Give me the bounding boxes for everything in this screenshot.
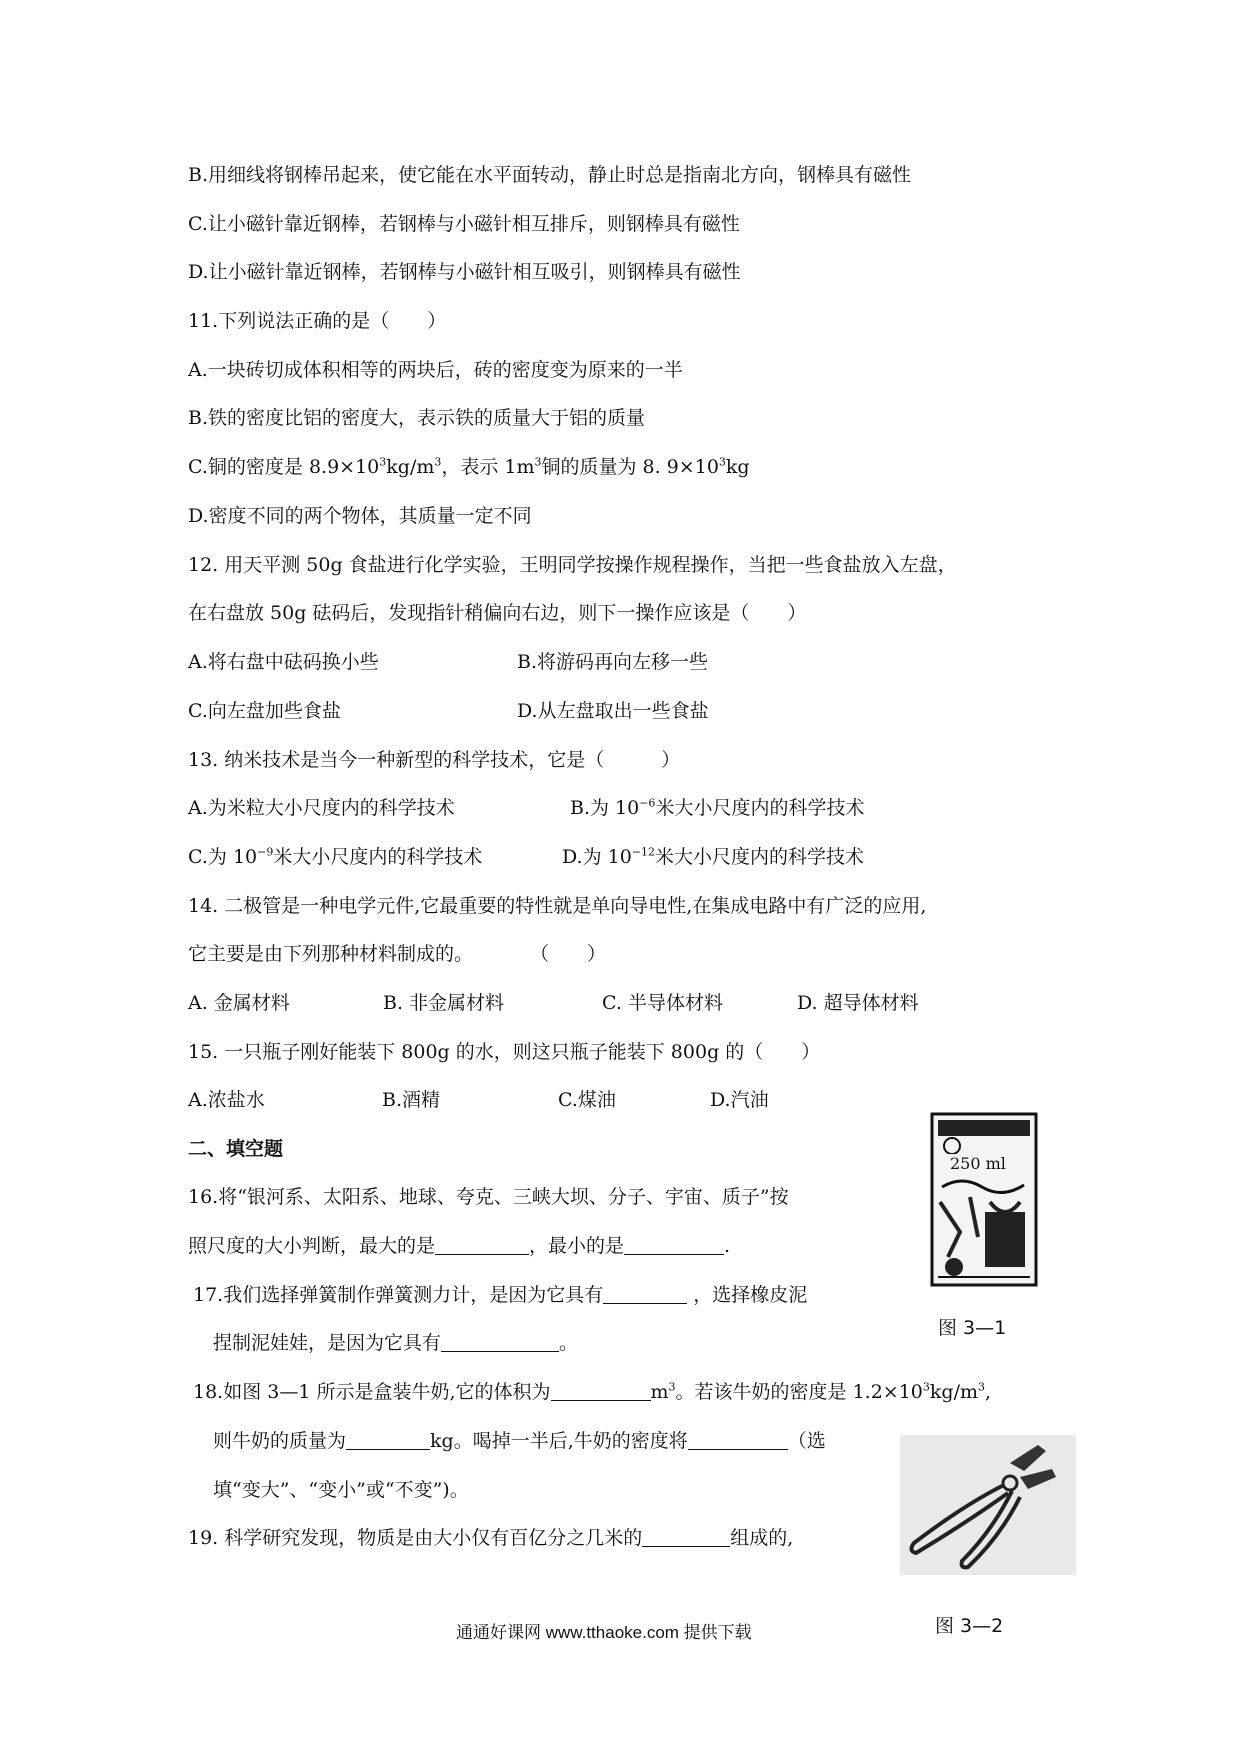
q15-stem: 15. 一只瓶子刚好能装下 800g 的水，则这只瓶子能装下 800g 的（ ） — [188, 1041, 821, 1063]
text: kg。喝掉一半后,牛奶的密度将 — [430, 1430, 688, 1452]
milk-volume-label: 250 ml — [950, 1154, 1006, 1173]
q16-line2 — [188, 1232, 730, 1260]
q12-stem-line2: 在右盘放 50g 砝码后，发现指针稍偏向右边，则下一操作应该是（ ） — [188, 602, 807, 624]
text: 铜的质量为 8. 9×10 — [541, 456, 719, 478]
text: 。若该牛奶的密度是 1.2×10 — [675, 1381, 923, 1403]
q11-option-a: A.一块砖切成体积相等的两块后，砖的密度变为原来的一半 — [188, 359, 683, 381]
text: ，表示 1m — [441, 456, 535, 478]
text: 。 — [559, 1332, 579, 1354]
text: B.为 10 — [570, 797, 640, 819]
text: 组成的, — [730, 1527, 794, 1549]
q10-option-d: D.让小磁针靠近钢棒，若钢棒与小磁针相互吸引，则钢棒具有磁性 — [188, 261, 741, 283]
q14-option-a: A. 金属材料 — [188, 992, 290, 1014]
q13-stem: 13. 纳米技术是当今一种新型的科学技术，它是（ ） — [188, 749, 681, 771]
text: ，最小的是 — [529, 1235, 625, 1257]
milk-carton-icon — [930, 1112, 1038, 1287]
q13-option-b — [570, 794, 864, 822]
text: 照尺度的大小判断，最大的是 — [188, 1235, 436, 1257]
q14-option-b: B. 非金属材料 — [383, 992, 505, 1014]
q11-option-b: B.铁的密度比铝的密度大，表示铁的质量大于铝的质量 — [188, 407, 646, 429]
q19-line1 — [188, 1524, 793, 1552]
text: C.为 10 — [188, 846, 258, 868]
q12-option-d: D.从左盘取出一些食盐 — [517, 700, 709, 722]
q11-option-c — [188, 453, 750, 481]
superscript: 3 — [534, 455, 542, 469]
q16-line1: 16.将“银河系、太阳系、地球、夸克、三峡大坝、分子、宇宙、质子”按 — [188, 1186, 789, 1208]
superscript: 3 — [379, 455, 387, 469]
pliers-icon — [900, 1435, 1076, 1575]
text: . — [724, 1235, 731, 1257]
q17-line2 — [213, 1329, 578, 1357]
superscript: 3 — [434, 455, 442, 469]
answer-blank[interactable] — [346, 1431, 430, 1450]
q15-option-b: B.酒精 — [382, 1089, 441, 1111]
answer-blank[interactable] — [441, 1333, 559, 1352]
text: , — [985, 1381, 992, 1403]
superscript: −12 — [631, 845, 656, 859]
q15-option-a: A.浓盐水 — [188, 1089, 265, 1111]
superscript: −6 — [639, 796, 656, 810]
figure-3-2-caption: 图 3—2 — [935, 1615, 1004, 1637]
text: kg/m — [929, 1381, 978, 1403]
answer-blank[interactable] — [624, 1236, 724, 1255]
superscript: 3 — [668, 1380, 676, 1394]
answer-blank[interactable] — [551, 1382, 651, 1401]
superscript: 3 — [978, 1380, 985, 1394]
q13-option-a: A.为米粒大小尺度内的科学技术 — [188, 797, 455, 819]
answer-blank[interactable] — [603, 1285, 687, 1304]
q15-option-c: C.煤油 — [558, 1089, 616, 1111]
q12-option-c: C.向左盘加些食盐 — [188, 700, 341, 722]
section-heading: 二、填空题 — [188, 1138, 284, 1160]
q13-option-d — [562, 843, 864, 871]
q14-option-c: C. 半导体材料 — [602, 992, 723, 1014]
pliers-figure — [900, 1435, 1076, 1575]
text: m — [650, 1381, 669, 1403]
text: kg — [725, 456, 750, 478]
text: 18.如图 3—1 所示是盒装牛奶,它的体积为 — [193, 1381, 551, 1403]
q12-option-b: B.将游码再向左移一些 — [517, 651, 709, 673]
text: 米大小尺度内的科学技术 — [273, 846, 483, 868]
text: D.为 10 — [562, 846, 632, 868]
answer-blank[interactable] — [435, 1236, 529, 1255]
text: 17.我们选择弹簧制作弹簧测力计，是因为它具有 — [193, 1284, 604, 1306]
q18-line1 — [193, 1378, 991, 1406]
text: 米大小尺度内的科学技术 — [655, 846, 865, 868]
q10-option-c: C.让小磁针靠近钢棒，若钢棒与小磁针相互排斥，则钢棒具有磁性 — [188, 213, 740, 235]
q11-option-d: D.密度不同的两个物体，其质量一定不同 — [188, 505, 532, 527]
q14-stem-line2: 它主要是由下列那种材料制成的。 （ ） — [188, 943, 607, 965]
answer-blank[interactable] — [642, 1528, 730, 1547]
text: 米大小尺度内的科学技术 — [655, 797, 865, 819]
footer-download-note: 通通好课网 www.tthaoke.com 提供下载 — [456, 1623, 752, 1642]
milk-carton-figure — [930, 1112, 1038, 1287]
superscript: 3 — [922, 1380, 930, 1394]
text: 则牛奶的质量为 — [213, 1430, 347, 1452]
q14-stem-line1: 14. 二极管是一种电学元件,它最重要的特性就是单向导电性,在集成电路中有广泛的应用, — [188, 895, 927, 917]
text: 19. 科学研究发现，物质是由大小仅有百亿分之几米的 — [188, 1527, 643, 1549]
text: ，选择橡皮泥 — [693, 1284, 808, 1306]
superscript: −9 — [257, 845, 274, 859]
q10-option-b: B.用细线将钢棒吊起来，使它能在水平面转动，静止时总是指南北方向，钢棒具有磁性 — [188, 164, 912, 186]
text: （选 — [787, 1430, 826, 1452]
text: C.铜的密度是 8.9×10 — [188, 456, 380, 478]
q18-line2 — [213, 1427, 826, 1455]
q14-option-d: D. 超导体材料 — [797, 992, 919, 1014]
text: kg/m — [386, 456, 435, 478]
superscript: 3 — [718, 455, 726, 469]
answer-blank[interactable] — [688, 1431, 788, 1450]
q12-option-a: A.将右盘中砝码换小些 — [188, 651, 379, 673]
q17-line1 — [193, 1281, 807, 1309]
q12-stem-line1: 12. 用天平测 50g 食盐进行化学实验，王明同学按操作规程操作，当把一些食盐放入左盘， — [188, 554, 957, 576]
figure-3-1-caption: 图 3—1 — [938, 1317, 1007, 1339]
q15-option-d: D.汽油 — [710, 1089, 769, 1111]
text: 捏制泥娃娃，是因为它具有 — [213, 1332, 442, 1354]
q11-stem: 11.下列说法正确的是（ ） — [188, 310, 447, 332]
q18-line3: 填“变大”、“变小”或“不变”)。 — [213, 1479, 469, 1501]
q13-option-c — [188, 843, 482, 871]
